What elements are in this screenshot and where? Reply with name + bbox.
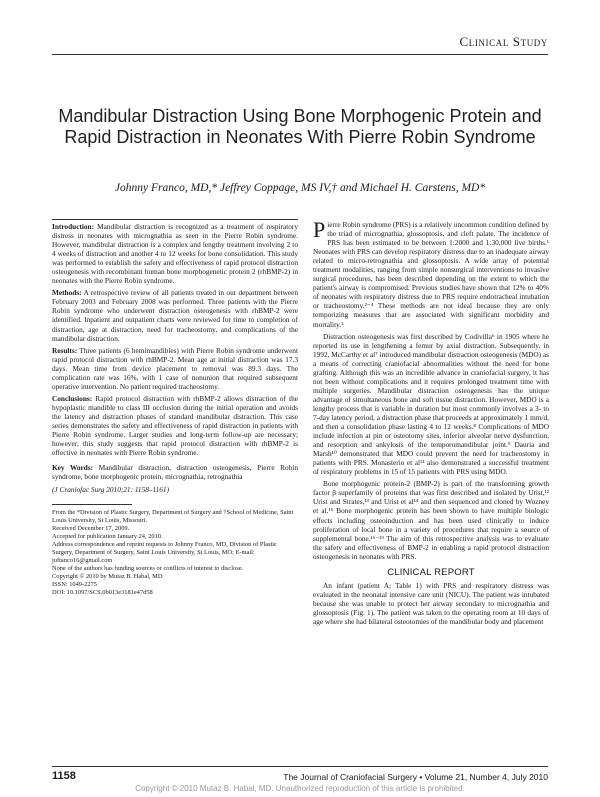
left-column (52, 222, 298, 597)
author-list: Johnny Franco, MD,* Jeffrey Coppage, MS IV,† and Michael H. Carstens, MD* (114, 182, 486, 194)
abstract-results (52, 346, 298, 391)
page-number: 1158 (52, 770, 76, 782)
results-text: Three patients (6 hemimandibles) with Pierre Robin syndrome underwent rapid protocol distraction with rhBMP-2. Mean age at initial distraction was 17.3 days. Mean time from device placement to removal was 89.3 days. The complication rate was 16%, with 1 case of nonunion that required subsequent operative intervention. No patient required tracheostomy. (52, 345, 298, 391)
right-column (313, 217, 549, 629)
section-heading-clinical-report: CLINICAL REPORT (387, 566, 475, 578)
body-paragraph-1 (313, 217, 549, 329)
copyright-notice: Copyright © 2010 Mutaz B. Habal, MD. Unauthorized reproduction of this article is prohibited. (135, 784, 465, 793)
header-rule (52, 54, 548, 55)
keywords-label: Key Words: (52, 463, 94, 473)
abstract-keywords (52, 463, 298, 481)
conclusions-label: Conclusions: (52, 393, 93, 403)
introduction-label: Introduction: (52, 222, 95, 231)
abstract-methods (52, 288, 298, 342)
body-paragraph-3: Bone morphogenic protein-2 (BMP-2) is part of the transforming growth factor β superfamily of proteins that was first described and isolated by Urist,¹² Urist and Strates,¹³ and Urist et al¹⁴ and then sequenced and cloned by Wozney et al.¹⁵ Bone morphogenic protein has been shown to have multiple biologic effects including osteoinduction and has been used clinically to induce proliferation of local bone in a variety of procedures that require a source of supplemental bone.¹⁶⁻¹⁹ The aim of this retrospective analysis was to evaluate the safety and effectiveness of BMP-2 in enabling a rapid protocol distraction osteogenesis in neonates with PRS. (313, 479, 549, 561)
footnote-rule (52, 504, 132, 505)
abstract-top-rule (52, 219, 298, 220)
footnote-received: Received December 17, 2009. (52, 525, 130, 533)
footer-rule (52, 766, 548, 767)
footnotes (52, 509, 298, 597)
footnote-accepted: Accepted for publication January 24, 2010. (52, 533, 163, 541)
section-label: Clinical Study (459, 34, 548, 49)
footnote-issn: ISSN: 1049-2275 (52, 581, 97, 589)
footnote-affiliation: From the *Division of Plastic Surgery, Department of Surgery and †School of Medicine, Saint Louis University, St Louis, Missouri. (52, 509, 294, 525)
keywords-text: Mandibular distraction, distraction osteogenesis, Pierre Robin syndrome, bone morphogenic protein, micrognathia, retrognathia (52, 463, 299, 482)
methods-text: A retrospective review of all patients treated in our department between February 2003 and February 2008 was performed. Three patients with the Pierre Robin syndrome who underwent distraction osteogenesis with rhBMP-2 were identified. Inpatient and outpatient charts were reviewed for time to completion of distraction, age at distraction, need for tracheostomy, and complications of the mandibular distraction. (52, 288, 298, 343)
abstract-conclusions (52, 394, 298, 457)
abstract-introduction (52, 222, 298, 285)
footnote-copyright: Copyright © 2010 by Mutaz B. Habal, MD (52, 573, 163, 581)
footnote-correspondence: Address correspondence and reprint requests to Johnny Franco, MD, Division of Plastic Surgery, Department of Surgery, Saint Louis University, St Louis, MO; E-mail: juftanco16@gmail.com (52, 541, 277, 565)
footnote-disclosure: None of the authors has funding sources or conflicts of interest to disclose. (52, 565, 244, 573)
journal-citation: (J Craniofac Surg 2010;21: 1158–1161) (52, 485, 170, 495)
article-title: Mandibular Distraction Using Bone Morphogenic Protein and Rapid Distraction in Neonates With Pierre Robin Syndrome (58, 106, 542, 147)
footnote-doi: DOI: 10.1097/SCS.0b013e3181e47d58 (52, 589, 153, 597)
results-label: Results: (52, 345, 78, 355)
drop-cap: P (313, 217, 326, 242)
methods-label: Methods: (52, 288, 82, 298)
journal-footer: The Journal of Craniofacial Surgery • Volume 21, Number 4, July 2010 (283, 772, 548, 782)
body-paragraph-1-text: ierre Robin syndrome (PRS) is a relatively uncommon condition defined by the triad of micrognathia, glossoptosis, and cleft palate. The incidence of PRS has been estimated to be between 1:2000 and 1:30,000 live births.¹ Neonates with PRS can develop respiratory distress due to an inadequate airway related to micro-retrognathia and glossoptosis. A wide array of potential treatment modalities, ranging from simple nonsurgical interventions to invasive surgical procedures, has been described depending on the extent to which the patient's airway is compromised. Previous studies have shown that 12% to 40% of neonates with respiratory distress due to PRS require endotracheal intubation or tracheostomy.²⁻⁴ These methods are not ideal because they are only temporizing measures that are associated with significant morbidity and mortality.⁵ (313, 220, 549, 329)
body-paragraph-2: Distraction osteogenesis was first described by Codivilla⁶ in 1905 where he reported its use in lengthening a femur by axial distraction. Subsequently, in 1992, McCarthy et al⁷ introduced mandibular distraction osteogenesis (MDO) as a means of correcting craniofacial abnormalities without the need for bone grafting. Although this was an incredible advance in craniofacial surgery, it has not been without complications and it requires prolonged treatment time with multiple surgeries. Mandibular distraction osteogenesis has the unique advantage of simultaneous bone and soft tissue distraction. However, MDO is a lengthy process that is variable in duration but most commonly involves a 3- to 7-day latency period, a distraction phase that proceeds at approximately 1 mm/d, and then a consolidation phase lasting 4 to 12 weeks.⁸ Complications of MDO include infection at pin or osteotomy sites, inferior alveolar nerve dysfunction, and resorption and ankylosis of the temporomandibular joint.⁹ Dauria and Marsh¹⁰ demonstrated that MDO could prevent the need for tracheostomy in patients with PRS. Monasterio et al¹¹ also demonstrated a successful treatment of respiratory problems in 15 of 15 patients with PRS using MDO. (313, 331, 549, 477)
introduction-text: Mandibular distraction is recognized as a treatment of respiratory distress in neonates with micrognathia as seen in the Pierre Robin syndrome. However, mandibular distraction is a complex and lengthy treatment involving 2 to 4 weeks of distraction and another 4 to 12 weeks for bone consolidation. This study was performed to establish the safety and effectiveness of rapid protocol distraction osteogenesis with recombinant human bone morphogenetic protein 2 (rhBMP-2) in neonates with the Pierre Robin syndrome. (52, 222, 298, 286)
body-paragraph-4: An infant (patient A; Table 1) with PRS and respiratory distress was evaluated in the neonatal intensive care unit (NICU). The patient was intubated because she was unable to protect her airway secondary to micrognathia and glossoptosis (Fig. 1). The patient was taken to the operating room at 10 days of age where she had bilateral osteotomies of the mandibular body and placement (313, 580, 549, 626)
conclusions-text: Rapid protocol distraction with rhBMP-2 allows distraction of the hypoplastic mandible to class III occlusion during the initial operation and avoids the latency and distraction phases of standard mandibular distraction. This case series demonstrates the safety and effectiveness of rapid distraction in patients with Pierre Robin syndrome. Larger studies and long-term follow-up are necessary; however, this study suggests that rapid protocol distraction with rhBMP-2 is effective in neonates with Pierre Robin syndrome. (52, 393, 299, 458)
